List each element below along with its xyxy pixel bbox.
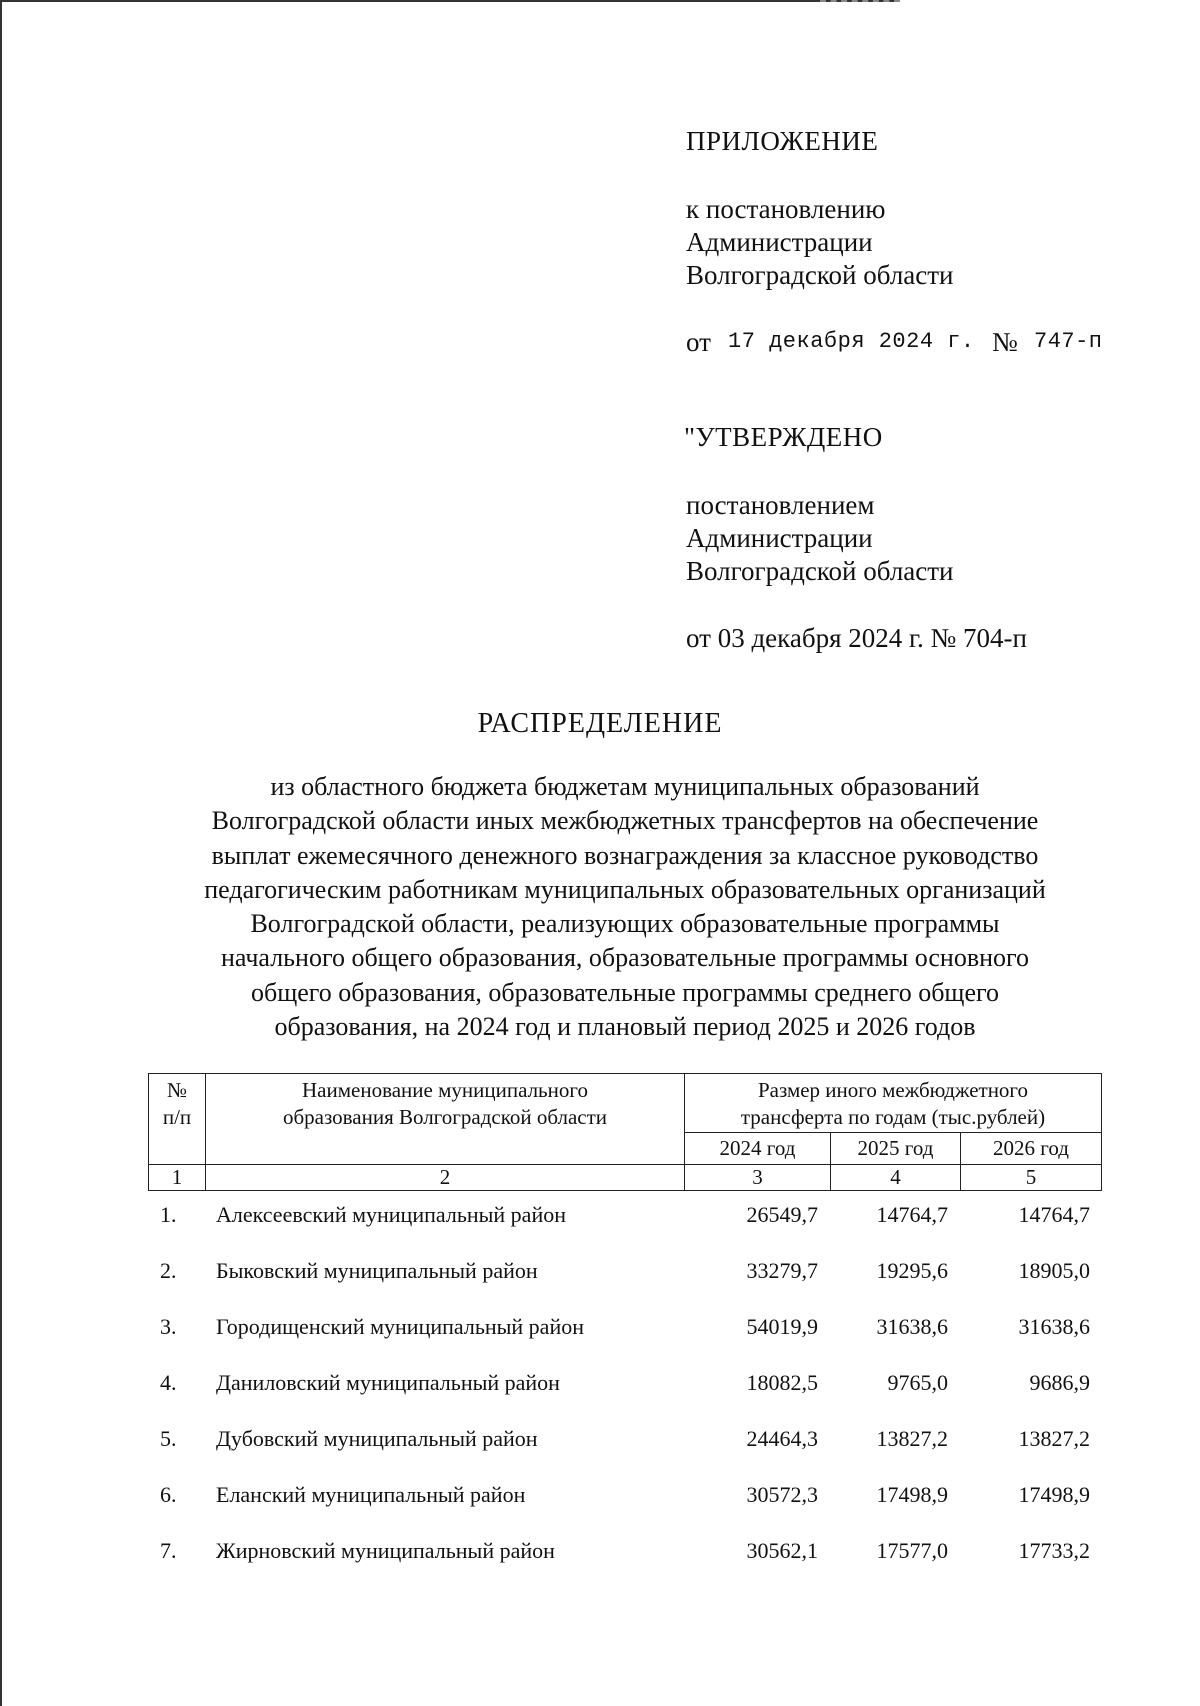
table-year-separator: [684, 1132, 1102, 1133]
header-num-line2: п/п: [162, 1105, 192, 1129]
row-value-2026: 13827,2: [1018, 1426, 1090, 1451]
subtitle-line: образования, на 2024 год и плановый период 2025 и 2026 годов: [274, 1012, 976, 1042]
row-value-2026: 18905,0: [1018, 1258, 1090, 1283]
approved-line2: Администрации: [686, 523, 873, 553]
header-year-2024: 2024 год: [719, 1136, 796, 1160]
header-amount-line1: Размер иного межбюджетного: [757, 1078, 1029, 1102]
table-row: [0, 1258, 1200, 1288]
row-value-2026: 17733,2: [1018, 1538, 1090, 1563]
appendix-date-prefix: от: [686, 327, 711, 357]
header-year-2026: 2026 год: [993, 1136, 1069, 1160]
appendix-number-prefix: №: [992, 327, 1018, 357]
approved-title: "УТВЕРЖДЕНО: [684, 422, 883, 452]
row-value-2025: 17577,0: [876, 1538, 948, 1563]
appendix-date-value: 17 декабря 2024 г.: [728, 329, 975, 354]
header-name: [206, 1077, 684, 1131]
row-municipality: Городищенский муниципальный район: [216, 1314, 584, 1339]
row-municipality: Алексеевский муниципальный район: [216, 1202, 566, 1227]
row-value-2025: 13827,2: [876, 1426, 948, 1451]
row-value-2026: 17498,9: [1018, 1482, 1090, 1507]
index-cell: 1: [171, 1165, 183, 1189]
row-value-2026: 31638,6: [1018, 1314, 1090, 1339]
table-border-right: [1101, 1073, 1102, 1190]
subtitle-line: Волгоградской области, реализующих образовательные программы: [250, 909, 1000, 939]
appendix-to-line3: Волгоградской области: [686, 260, 954, 290]
approved-line3: Волгоградской области: [686, 556, 954, 586]
table-border-top: [148, 1073, 1102, 1074]
index-cell: 5: [1025, 1165, 1037, 1189]
row-value-2024: 54019,9: [746, 1314, 818, 1339]
document-title: РАСПРЕДЕЛЕНИЕ: [477, 708, 723, 739]
row-value-2025: 17498,9: [876, 1482, 948, 1507]
subtitle-line: педагогическим работникам муниципальных образовательных организаций: [204, 874, 1046, 904]
header-name-line1: Наименование муниципального: [302, 1078, 588, 1102]
table-row: [0, 1426, 1200, 1456]
row-value-2024: 26549,7: [746, 1202, 818, 1227]
row-value-2024: 30572,3: [746, 1482, 818, 1507]
index-cell: 4: [890, 1165, 901, 1189]
scan-border-top: [0, 0, 900, 2]
row-municipality: Еланский муниципальный район: [216, 1482, 526, 1507]
subtitle-line: общего образования, образовательные программы среднего общего: [250, 977, 1000, 1007]
table-row: [0, 1370, 1200, 1400]
row-value-2024: 30562,1: [746, 1538, 818, 1563]
row-municipality: Быковский муниципальный район: [216, 1258, 538, 1283]
row-municipality: Дубовский муниципальный район: [216, 1426, 538, 1451]
row-value-2025: 14764,7: [876, 1202, 948, 1227]
table-row: [0, 1538, 1200, 1568]
header-amount: [685, 1077, 1101, 1131]
header-year-2025: 2025 год: [857, 1136, 934, 1160]
header-num: [149, 1077, 205, 1131]
row-value-2024: 18082,5: [746, 1370, 818, 1395]
header-num-line1: №: [166, 1078, 188, 1102]
row-value-2025: 19295,6: [876, 1258, 948, 1283]
row-municipality: Даниловский муниципальный район: [216, 1370, 560, 1395]
table-row: [0, 1482, 1200, 1512]
subtitle-line: выплат ежемесячного денежного вознаграждения за классное руководство: [211, 840, 1039, 870]
row-number: 4.: [160, 1370, 177, 1395]
row-number: 1.: [160, 1202, 177, 1227]
approved-date-line: от 03 декабря 2024 г. № 704-п: [686, 623, 1027, 653]
row-number: 7.: [160, 1538, 177, 1563]
row-municipality: Жирновский муниципальный район: [216, 1538, 555, 1563]
header-name-line2: образования Волгоградской области: [282, 1105, 608, 1129]
appendix-to-line1: к постановлению: [686, 194, 886, 224]
row-value-2026: 9686,9: [1029, 1370, 1090, 1395]
header-amount-line2: трансферта по годам (тыс.рублей): [740, 1105, 1046, 1129]
row-number: 6.: [160, 1482, 177, 1507]
table-row: [0, 1314, 1200, 1344]
row-value-2024: 33279,7: [746, 1258, 818, 1283]
row-value-2025: 9765,0: [887, 1370, 948, 1395]
row-number: 3.: [160, 1314, 177, 1339]
appendix-number-value: 747-п: [1034, 329, 1103, 354]
scan-border-top-dashed: [820, 0, 900, 2]
index-cell: 2: [439, 1165, 451, 1189]
appendix-to-line2: Администрации: [686, 227, 873, 257]
table-row: [0, 1202, 1200, 1232]
index-cell: 3: [752, 1165, 763, 1189]
subtitle-line: Волгоградской области иных межбюджетных трансфертов на обеспечение: [211, 806, 1039, 836]
row-number: 5.: [160, 1426, 177, 1451]
row-value-2024: 24464,3: [746, 1426, 818, 1451]
row-value-2026: 14764,7: [1018, 1202, 1090, 1227]
approved-line1: постановлением: [686, 490, 875, 520]
appendix-title: ПРИЛОЖЕНИЕ: [686, 126, 879, 156]
row-value-2025: 31638,6: [876, 1314, 948, 1339]
row-number: 2.: [160, 1258, 177, 1283]
subtitle-line: из областного бюджета бюджетам муниципальных образований: [270, 772, 980, 801]
document-subtitle: [150, 770, 1100, 1044]
subtitle-line: начального общего образования, образовательные программы основного: [220, 943, 1030, 973]
